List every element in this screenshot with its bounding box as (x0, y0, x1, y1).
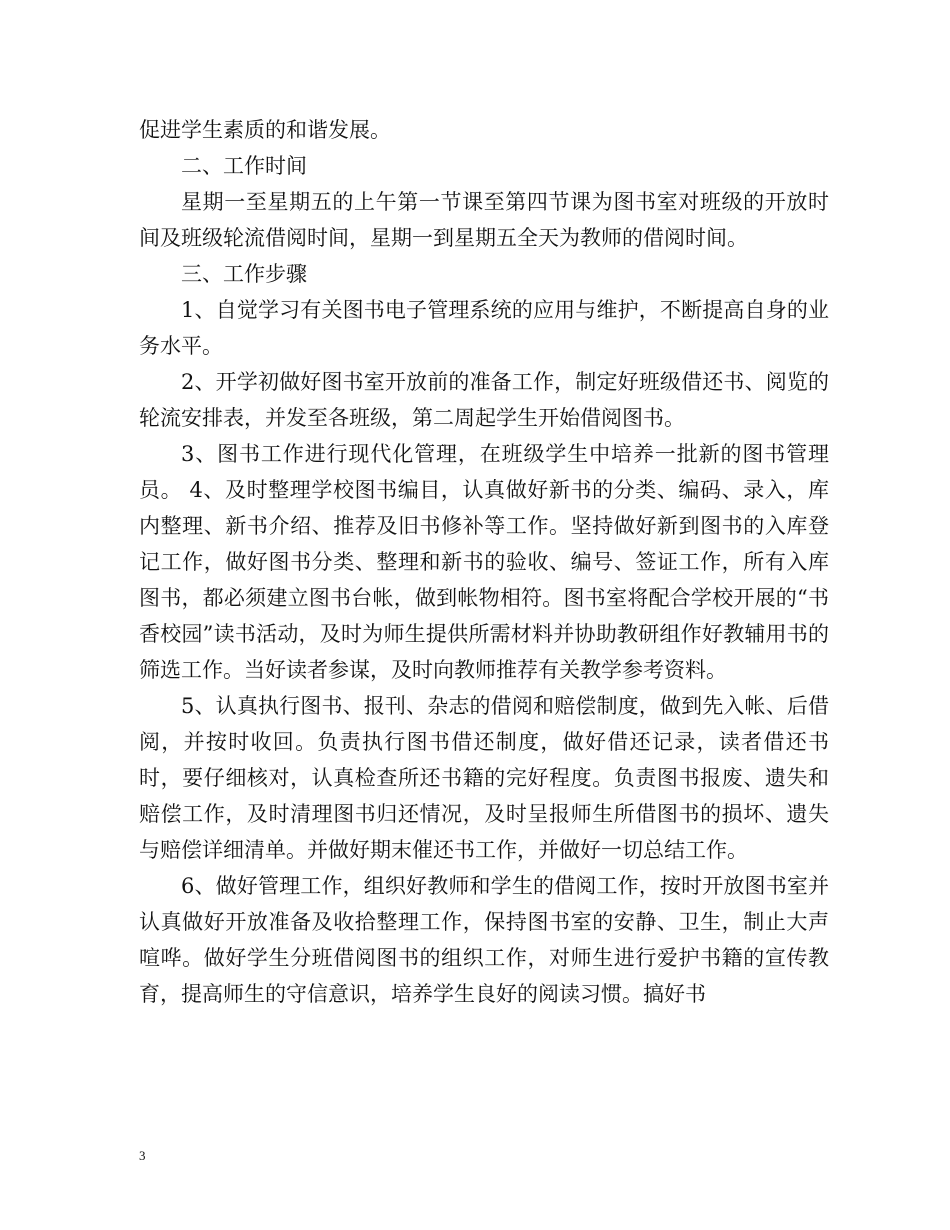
paragraph-step-5: 5、认真执行图书、报刊、杂志的借阅和赔偿制度，做到先入帐、后借阅，并按时收回。负责执行图书借还制度，做好借还记录，读者借还书时，要仔细核对，认真检查所还书籍的完好程度。负责图书报废、遗失和赔偿工作，及时清理图书归还情况，及时呈报师生所借图书的损坏、遗失与赔偿详细清单。并做好期末催还书工作，并做好一切总结工作。 (139, 694, 829, 862)
paragraph-step-1: 1、自觉学习有关图书电子管理系统的应用与维护，不断提高自身的业务水平。 (139, 298, 829, 358)
document-body (139, 112, 829, 1012)
paragraph-continuation: 促进学生素质的和谐发展。 (139, 118, 391, 142)
paragraph-step-6: 6、做好管理工作，组织好教师和学生的借阅工作，按时开放图书室并认真做好开放准备及收拾整理工作，保持图书室的安静、卫生，制止大声喧哗。做好学生分班借阅图书的组织工作，对师生进行爱护书籍的宣传教育，提高师生的守信意识，培养学生良好的阅读习惯。搞好书 (139, 874, 829, 1006)
paragraph-step-3-4: 3、图书工作进行现代化管理，在班级学生中培养一批新的图书管理员。 4、及时整理学校图书编目，认真做好新书的分类、编码、录入，库内整理、新书介绍、推荐及旧书修补等工作。坚持做好新到图书的入库登记工作，做好图书分类、整理和新书的验收、编号、签证工作，所有入库图书，都必须建立图书台帐，做到帐物相符。图书室将配合学校开展的“书香校园”读书活动，及时为师生提供所需材料并协助教研组作好教辅用书的筛选工作。当好读者参谋，及时向教师推荐有关教学参考资料。 (139, 442, 829, 682)
paragraph-step-2: 2、开学初做好图书室开放前的准备工作，制定好班级借还书、阅览的轮流安排表，并发至各班级，第二周起学生开始借阅图书。 (139, 370, 829, 430)
page-number: 3 (139, 1148, 146, 1163)
section-heading-work-steps: 三、工作步骤 (181, 262, 307, 286)
paragraph-work-time: 星期一至星期五的上午第一节课至第四节课为图书室对班级的开放时间及班级轮流借阅时间，星期一到星期五全天为教师的借阅时间。 (139, 190, 829, 250)
section-heading-work-time: 二、工作时间 (181, 154, 307, 178)
